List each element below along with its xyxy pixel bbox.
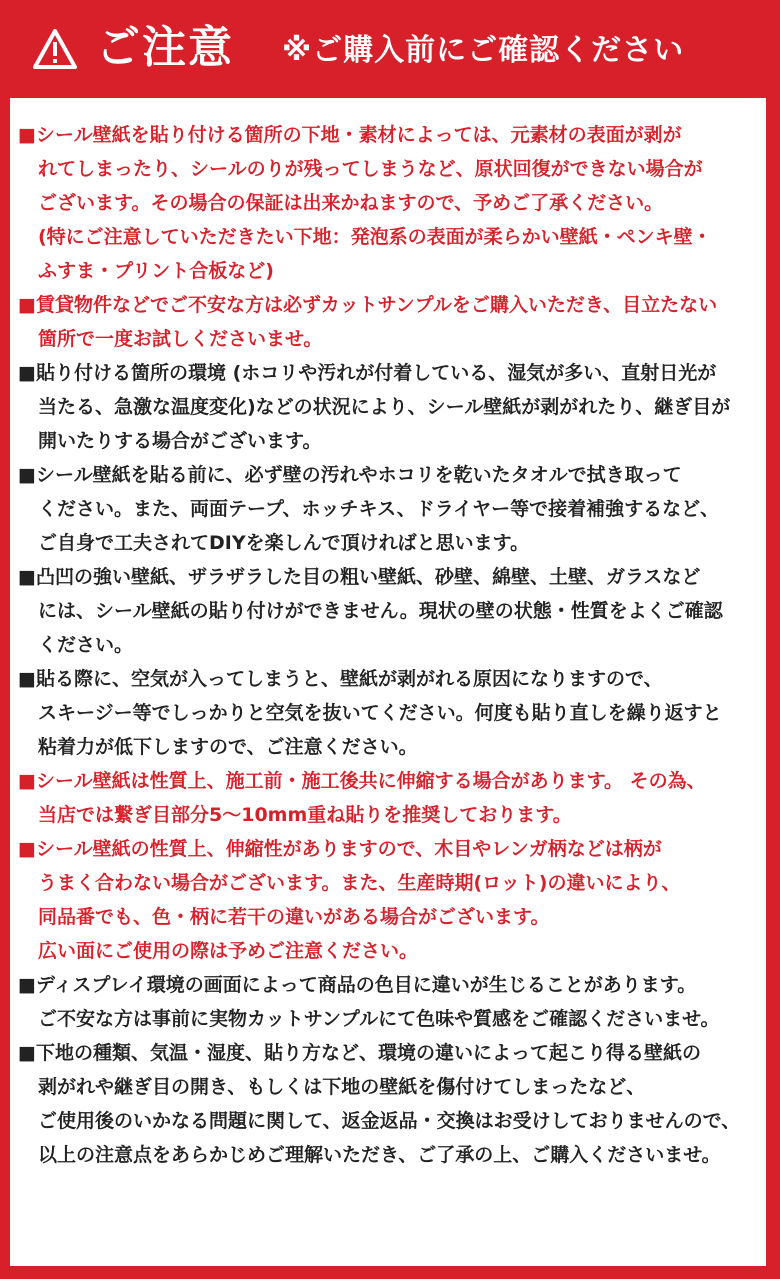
notice-line: ■ディスプレイ環境の画面によって商品の色目に違いが生じることがあります。	[18, 974, 697, 996]
notice-panel	[10, 98, 766, 1266]
notice-list	[18, 118, 766, 1172]
notice-line: 同品番でも、色・柄に若干の違いがある場合がございます。	[38, 906, 550, 928]
notice-item	[18, 458, 766, 560]
notice-line: ございます。その場合の保証は出来かねますので、予めご了承ください。	[38, 192, 664, 214]
warning-triangle-icon	[32, 28, 78, 70]
notice-line: 箇所で一度お試しくださいませ。	[38, 328, 323, 350]
notice-line: ■凸凹の強い壁紙、ザラザラした目の粗い壁紙、砂壁、綿壁、土壁、ガラスなど	[18, 566, 701, 588]
notice-item	[18, 118, 766, 288]
notice-line: 広い面にご使用の際は予めご注意ください。	[38, 940, 419, 962]
notice-line: 粘着力が低下しますので、ご注意ください。	[38, 736, 418, 758]
notice-line: ■シール壁紙を貼る前に、必ず壁の汚れやホコリを乾いたタオルで拭き取って	[18, 464, 682, 486]
notice-line: ■下地の種類、気温・湿度、貼り方など、環境の違いによって起こり得る壁紙の	[18, 1042, 701, 1064]
notice-line: ご不安な方は事前に実物カットサンプルにて色味や質感をご確認くださいませ。	[38, 1008, 720, 1030]
notice-line: ご自身で工夫されてDIYを楽しんで頂ければと思います。	[38, 532, 530, 554]
notice-line: ■シール壁紙の性質上、伸縮性がありますので、木目やレンガ柄などは柄が	[18, 838, 662, 860]
notice-line: ご使用後のいかなる問題に関して、返金返品・交換はお受けしておりませんので、	[38, 1110, 741, 1132]
notice-item	[18, 1036, 766, 1172]
notice-line: スキージー等でしっかりと空気を抜いてください。何度も貼り直しを繰り返すと	[38, 702, 722, 724]
notice-item	[18, 560, 766, 662]
notice-item	[18, 662, 766, 764]
notice-line: 当たる、急激な温度変化)などの状況により、シール壁紙が剥がれたり、継ぎ目が	[38, 396, 731, 418]
notice-item	[18, 356, 766, 458]
page-subtitle: ※ご購入前にご確認ください	[282, 33, 685, 68]
notice-line: ください。	[38, 634, 134, 656]
notice-line: ■貼る際に、空気が入ってしまうと、壁紙が剥がれる原因になりますので、	[18, 668, 663, 690]
notice-header	[0, 0, 780, 98]
notice-item	[18, 832, 766, 968]
notice-line: ■賃貸物件などでご不安な方は必ずカットサンプルをご購入いただき、目立たない	[18, 294, 718, 316]
notice-line: には、シール壁紙の貼り付けができません。現状の壁の状態・性質をよくご確認	[38, 600, 723, 622]
page-title: ご注意	[96, 22, 234, 73]
notice-item	[18, 968, 766, 1036]
notice-item	[18, 764, 766, 832]
notice-line: 剥がれや継ぎ目の開き、もしくは下地の壁紙を傷付けてしまったなど、	[38, 1076, 646, 1098]
notice-line: うまく合わない場合がございます。また、生産時期(ロット)の違いにより、	[38, 872, 681, 894]
notice-line: 以上の注意点をあらかじめご理解いただき、ご了承の上、ご購入くださいませ。	[38, 1144, 721, 1166]
notice-line: ■貼り付ける箇所の環境 (ホコリや汚れが付着している、湿気が多い、直射日光が	[18, 362, 717, 384]
notice-line: ■シール壁紙は性質上、施工前・施工後共に伸縮する場合があります。 その為、	[18, 770, 706, 792]
notice-line: 開いたりする場合がございます。	[38, 430, 322, 452]
notice-line: ふすま・プリント合板など)	[38, 260, 274, 282]
notice-line: (特にご注意していただきたい下地：発泡系の表面が柔らかい壁紙・ペンキ壁・	[38, 226, 712, 248]
notice-line: ■シール壁紙を貼り付ける箇所の下地・素材によっては、元素材の表面が剥が	[18, 124, 682, 146]
notice-item	[18, 288, 766, 356]
notice-line: ください。また、両面テープ、ホッチキス、ドライヤー等で接着補強するなど、	[38, 498, 720, 520]
notice-line: 当店では繋ぎ目部分5〜10mm重ね貼りを推奨しております。	[38, 804, 572, 826]
notice-line: れてしまったり、シールのりが残ってしまうなど、原状回復ができない場合が	[38, 158, 703, 180]
